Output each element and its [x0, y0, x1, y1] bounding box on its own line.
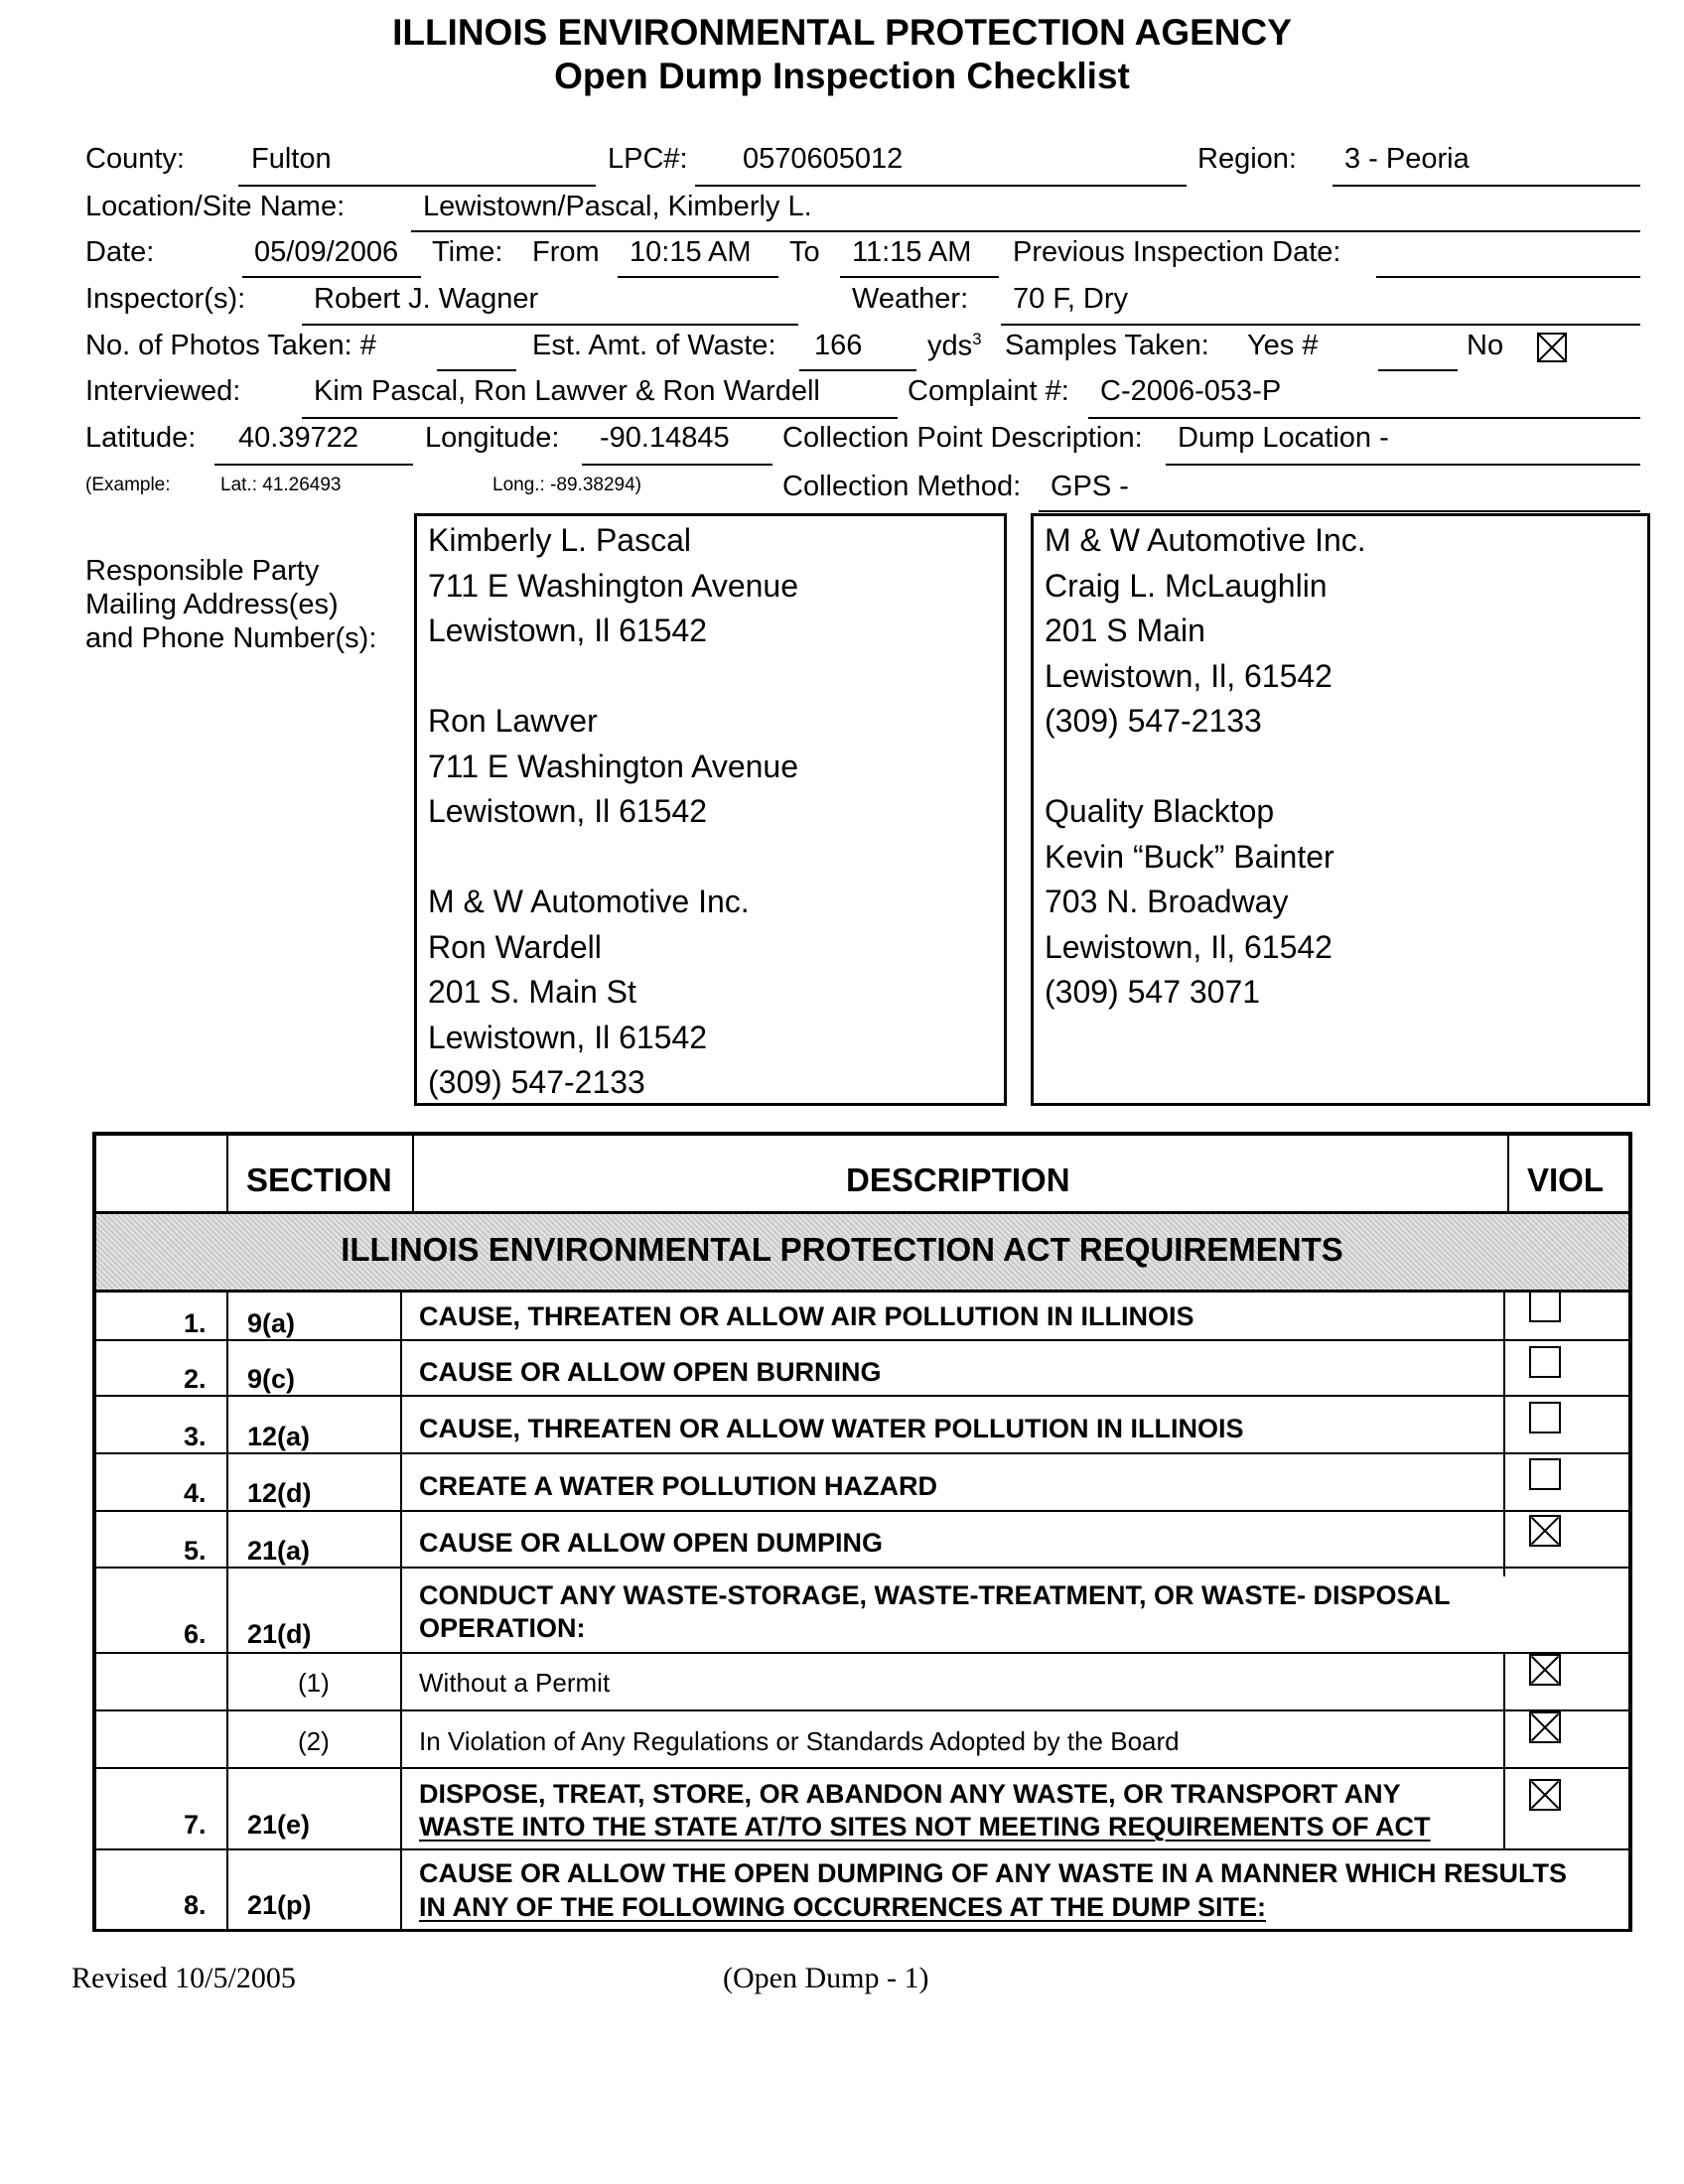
interviewed-underline: [302, 417, 898, 419]
address-line: Ron Wardell: [428, 928, 602, 965]
row-separator: [92, 1510, 1632, 1512]
inspector-value[interactable]: Robert J. Wagner: [314, 283, 539, 315]
address-line: Ron Lawver: [428, 703, 598, 739]
band-title: ILLINOIS ENVIRONMENTAL PROTECTION ACT REQUIREMENTS: [341, 1231, 1343, 1268]
viol-checkbox[interactable]: [1529, 1515, 1561, 1547]
waste-underline: [799, 369, 916, 371]
county-underline: [238, 185, 596, 187]
address-line: Kevin “Buck” Bainter: [1045, 838, 1334, 875]
inspector-underline: [302, 324, 798, 326]
row-number: 8.: [184, 1890, 207, 1920]
row-description: In Violation of Any Regulations or Standards Adopted by the Board: [419, 1726, 1180, 1756]
address-line: 711 E Washington Avenue: [428, 567, 799, 604]
row-section: 9(c): [247, 1364, 296, 1394]
responsible-party-label: Responsible Party Mailing Address(es) and Phone Number(s):: [85, 555, 377, 654]
row-separator: [92, 1452, 1632, 1454]
photos-label: No. of Photos Taken: #: [85, 330, 376, 361]
viol-checkbox[interactable]: [1529, 1402, 1561, 1433]
example-label: (Example:: [85, 475, 171, 495]
agency-title: ILLINOIS ENVIRONMENTAL PROTECTION AGENCY: [392, 12, 1292, 53]
collection-method-value[interactable]: GPS -: [1051, 471, 1129, 502]
viol-checkbox[interactable]: [1529, 1346, 1561, 1378]
column-divider: [400, 1291, 402, 1931]
samples-no-label: No: [1467, 330, 1504, 361]
viol-checkbox[interactable]: [1529, 1654, 1561, 1686]
address-box-left: [414, 513, 1007, 1106]
column-divider: [1503, 1654, 1505, 1850]
address-line: (309) 547 3071: [1045, 974, 1261, 1010]
band-border: [92, 1290, 1632, 1293]
row-description: CAUSE OR ALLOW OPEN DUMPING: [419, 1528, 884, 1558]
samples-no-checkbox[interactable]: [1537, 333, 1567, 362]
samples-label: Samples Taken:: [1005, 330, 1209, 361]
prev-inspection-label: Previous Inspection Date:: [1013, 236, 1341, 268]
page-label: (Open Dump - 1): [723, 1962, 929, 1994]
time-to-underline: [840, 276, 999, 278]
row-description: CAUSE OR ALLOW THE OPEN DUMPING OF ANY WASTE IN A MANNER WHICH RESULTS: [419, 1858, 1568, 1888]
address-line: [1045, 745, 1647, 790]
address-line: Lewistown, Il 61542: [428, 613, 708, 648]
site-label: Location/Site Name:: [85, 191, 346, 222]
row-subsection: (1): [298, 1668, 330, 1698]
address-line: 703 N. Broadway: [1045, 884, 1289, 919]
row-description: CAUSE, THREATEN OR ALLOW AIR POLLUTION IN ILLINOIS: [419, 1301, 1194, 1331]
prev-inspection-underline: [1376, 276, 1640, 278]
viol-checkbox[interactable]: [1529, 1711, 1561, 1743]
address-line: [428, 835, 1004, 881]
table-border-top: [92, 1132, 1632, 1136]
row-number: 2.: [184, 1364, 207, 1394]
weather-label: Weather:: [852, 283, 969, 315]
region-label: Region:: [1197, 143, 1297, 175]
row-section: 12(d): [247, 1478, 312, 1508]
example-lat: Lat.: 41.26493: [220, 475, 342, 495]
viol-checkbox[interactable]: [1529, 1458, 1561, 1490]
collection-point-label: Collection Point Description:: [782, 422, 1143, 454]
row-description: CAUSE OR ALLOW OPEN BURNING: [419, 1357, 882, 1387]
address-line: Lewistown, Il 61542: [428, 1019, 708, 1055]
row-separator: [92, 1709, 1632, 1711]
date-underline: [242, 276, 421, 278]
table-border-bottom: [92, 1929, 1632, 1932]
samples-yes-underline: [1378, 369, 1458, 371]
row-number: 4.: [184, 1478, 207, 1508]
lpc-label: LPC#:: [608, 143, 688, 175]
address-line: M & W Automotive Inc.: [428, 884, 750, 919]
row-description: IN ANY OF THE FOLLOWING OCCURRENCES AT THE DUMP SITE:: [419, 1892, 1267, 1922]
time-from-underline: [618, 276, 778, 278]
address-line: M & W Automotive Inc.: [1045, 522, 1366, 558]
interviewed-label: Interviewed:: [85, 375, 241, 407]
longitude-underline: [582, 464, 772, 466]
address-line: Lewistown, Il 61542: [428, 793, 708, 829]
weather-value[interactable]: 70 F, Dry: [1013, 283, 1129, 315]
row-subsection: (2): [298, 1726, 330, 1756]
row-section: 21(a): [247, 1536, 311, 1566]
header-divider: [1507, 1132, 1509, 1213]
lpc-underline: [695, 185, 1187, 187]
address-line: Kimberly L. Pascal: [428, 522, 691, 558]
collection-method-label: Collection Method:: [782, 471, 1022, 502]
row-section: 21(e): [247, 1810, 311, 1840]
collection-method-underline: [1039, 510, 1640, 512]
row-description: Without a Permit: [419, 1668, 611, 1698]
complaint-underline: [1088, 417, 1640, 419]
address-line: 201 S. Main St: [428, 974, 636, 1010]
date-value[interactable]: 05/09/2006: [254, 236, 399, 268]
waste-unit: yds$^3$: [927, 330, 982, 362]
viol-column-header: VIOL: [1527, 1161, 1605, 1198]
row-separator: [92, 1567, 1632, 1569]
row-section: 9(a): [247, 1308, 296, 1338]
longitude-value[interactable]: -90.14845: [600, 422, 730, 454]
time-to-value[interactable]: 11:15 AM: [852, 236, 972, 268]
row-separator: [92, 1848, 1632, 1850]
address-line: 711 E Washington Avenue: [428, 748, 799, 784]
complaint-label: Complaint #:: [908, 375, 1069, 407]
complaint-value[interactable]: C-2006-053-P: [1100, 375, 1282, 407]
example-long: Long.: -89.38294): [492, 475, 642, 495]
address-line: (309) 547-2133: [1045, 703, 1262, 739]
to-label: To: [789, 236, 820, 268]
weather-underline: [1001, 324, 1640, 326]
county-value[interactable]: Fulton: [251, 143, 332, 175]
inspector-label: Inspector(s):: [85, 283, 246, 315]
region-underline: [1333, 185, 1640, 187]
collection-point-underline: [1166, 464, 1640, 466]
samples-yes-label: Yes #: [1247, 330, 1319, 361]
latitude-label: Latitude:: [85, 422, 197, 454]
lpc-value[interactable]: 0570605012: [743, 143, 904, 175]
address-line: Lewistown, Il, 61542: [1045, 928, 1333, 965]
row-description: OPERATION:: [419, 1613, 586, 1643]
from-label: From: [532, 236, 600, 268]
row-number: 6.: [184, 1619, 207, 1649]
row-separator: [92, 1652, 1632, 1654]
site-underline: [411, 230, 1640, 232]
address-line: Craig L. McLaughlin: [1045, 567, 1328, 604]
header-divider: [412, 1132, 414, 1213]
collection-point-value[interactable]: Dump Location -: [1178, 422, 1389, 454]
row-number: 1.: [184, 1308, 207, 1338]
row-description: CONDUCT ANY WASTE-STORAGE, WASTE-TREATMENT, OR WASTE- DISPOSAL: [419, 1580, 1451, 1610]
address-line: Quality Blacktop: [1045, 793, 1275, 829]
row-description: CREATE A WATER POLLUTION HAZARD: [419, 1471, 937, 1501]
row-separator: [92, 1395, 1632, 1397]
address-line: Lewistown, Il, 61542: [1045, 657, 1333, 694]
viol-checkbox[interactable]: [1529, 1779, 1561, 1811]
address-box-right: [1031, 513, 1650, 1106]
row-description: WASTE INTO THE STATE AT/TO SITES NOT MEETING REQUIREMENTS OF ACT: [419, 1812, 1431, 1842]
row-number: 3.: [184, 1422, 207, 1451]
latitude-underline: [214, 464, 413, 466]
address-line: 201 S Main: [1045, 613, 1205, 648]
address-line: [428, 654, 1004, 700]
time-from-value[interactable]: 10:15 AM: [630, 236, 752, 268]
header-divider: [226, 1132, 228, 1213]
revised-date: Revised 10/5/2005: [71, 1962, 296, 1994]
row-section: 12(a): [247, 1422, 311, 1451]
description-column-header: DESCRIPTION: [846, 1161, 1070, 1198]
row-number: 7.: [184, 1810, 207, 1840]
waste-label: Est. Amt. of Waste:: [532, 330, 776, 361]
row-description: CAUSE, THREATEN OR ALLOW WATER POLLUTION IN ILLINOIS: [419, 1414, 1244, 1443]
photos-underline: [437, 369, 516, 371]
date-label: Date:: [85, 236, 155, 268]
time-label: Time:: [432, 236, 503, 268]
interviewed-value[interactable]: Kim Pascal, Ron Lawver & Ron Wardell: [314, 375, 820, 407]
form-title: Open Dump Inspection Checklist: [554, 56, 1130, 96]
section-column-header: SECTION: [246, 1161, 392, 1198]
longitude-label: Longitude:: [425, 422, 560, 454]
county-label: County:: [85, 143, 185, 175]
address-line: (309) 547-2133: [428, 1064, 645, 1100]
row-separator: [92, 1767, 1632, 1769]
row-section: 21(p): [247, 1890, 312, 1920]
region-value[interactable]: 3 - Peoria: [1344, 143, 1470, 175]
row-description: DISPOSE, TREAT, STORE, OR ABANDON ANY WASTE, OR TRANSPORT ANY: [419, 1779, 1401, 1809]
waste-value[interactable]: 166: [814, 330, 863, 361]
site-value[interactable]: Lewistown/Pascal, Kimberly L.: [423, 191, 812, 222]
column-divider: [226, 1291, 228, 1931]
row-number: 5.: [184, 1536, 207, 1566]
latitude-value[interactable]: 40.39722: [238, 422, 358, 454]
row-section: 21(d): [247, 1619, 312, 1649]
viol-checkbox[interactable]: [1529, 1291, 1561, 1322]
row-separator: [92, 1339, 1632, 1341]
column-divider: [1503, 1291, 1505, 1576]
